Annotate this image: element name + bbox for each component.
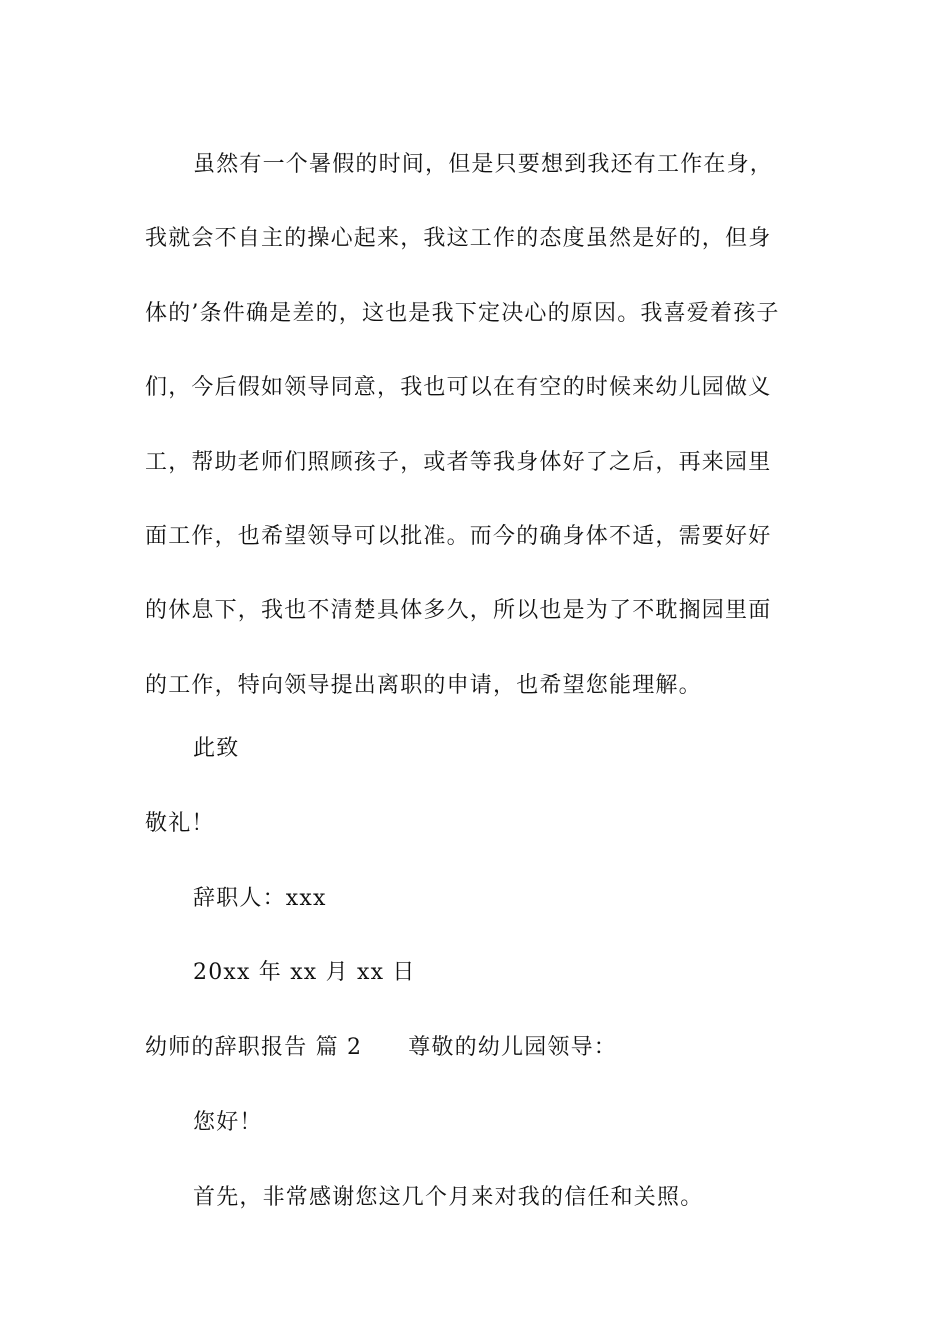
salutation: 尊敬的幼儿园领导： [408, 1035, 617, 1060]
body-first-line: 首先，非常感谢您这几个月来对我的信任和关照。 [193, 1185, 704, 1210]
paragraph-line: 工，帮助老师们照顾孩子，或者等我身体好了之后，再来园里 [145, 449, 772, 475]
paragraph-line: 们，今后假如领导同意，我也可以在有空的时候来幼儿园做义 [145, 375, 772, 401]
paragraph-line: 的休息下，我也不清楚具体多久，所以也是为了不耽搁园里面 [145, 598, 772, 624]
section-heading-row [145, 1033, 617, 1063]
section-heading: 幼师的辞职报告 篇 2 [145, 1035, 363, 1060]
paragraph-line: 面工作，也希望领导可以批准。而今的确身体不适，需要好好 [145, 523, 772, 549]
date-line: 20xx 年 xx 月 xx 日 [193, 960, 416, 985]
greeting-line: 您好！ [193, 1110, 263, 1135]
signature-line: 辞职人：xxx [193, 886, 327, 911]
paragraph-line: 的工作，特向领导提出离职的申请，也希望您能理解。 [145, 672, 702, 698]
resignation-paragraph [145, 128, 815, 723]
paragraph-line: 我就会不自主的操心起来，我这工作的态度虽然是好的，但身 [145, 226, 772, 252]
closing-salute: 敬礼！ [145, 811, 215, 836]
closing-line: 此致 [193, 736, 240, 761]
paragraph-line: 体的’条件确是差的，这也是我下定决心的原因。我喜爱着孩子 [145, 300, 780, 326]
paragraph-line: 虽然有一个暑假的时间，但是只要想到我还有工作在身， [193, 152, 774, 177]
